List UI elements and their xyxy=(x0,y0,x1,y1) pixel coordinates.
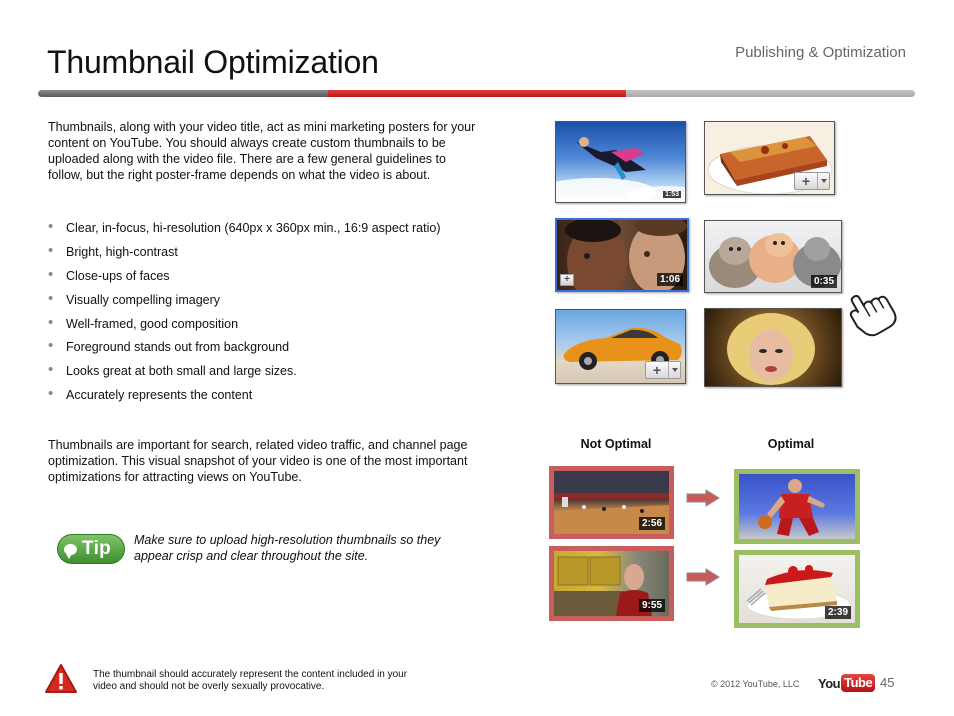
copyright: © 2012 YouTube, LLC xyxy=(711,679,800,689)
duration-badge: 0:35 xyxy=(811,275,837,288)
blonde-image xyxy=(705,309,842,387)
tip-text: Make sure to upload high-resolution thumbnails so they appear crisp and clear throughout the site. xyxy=(134,533,441,563)
youtube-logo: You Tube xyxy=(818,674,875,692)
list-item: • Foreground stands out from background xyxy=(48,337,290,355)
list-item: • Well-framed, good composition xyxy=(48,313,239,331)
not-optimal-thumbnail[interactable] xyxy=(549,546,674,621)
tip-badge: Tip xyxy=(57,534,125,564)
duration-badge: 1:53 xyxy=(664,191,679,198)
chevron-down-icon xyxy=(668,362,680,378)
thumbnail-kittens[interactable] xyxy=(704,220,842,293)
intro-paragraph: Thumbnails, along with your video title, act as mini marketing posters for your content on YouTube. You should always create custom thumbnails to be uploaded along with the video file. There are a few general guidelines to follow, but the right poster-frame depends on what the video is about. xyxy=(48,120,476,182)
guidelines-list xyxy=(48,220,441,411)
arrow-right-icon xyxy=(686,489,720,507)
duration-badge: 1:06 xyxy=(657,273,683,286)
page-number: 45 xyxy=(880,675,895,690)
importance-paragraph: Thumbnails are important for search, related video traffic, and channel page optimization. This visual snapshot of your video is one of the most important optimizations for attracting views on YouTube. xyxy=(48,438,468,484)
header-divider xyxy=(38,90,915,97)
add-to-button[interactable] xyxy=(794,172,830,190)
thumbnail-car[interactable] xyxy=(555,309,686,384)
arrow-right-icon xyxy=(686,568,720,586)
page-title: Thumbnail Optimization xyxy=(47,44,379,80)
add-to-button[interactable] xyxy=(645,361,681,379)
list-item: • Bright, high-contrast xyxy=(48,241,178,259)
not-optimal-heading: Not Optimal xyxy=(580,437,652,451)
duration-badge: 2:39 xyxy=(825,606,851,619)
warning-icon xyxy=(44,663,78,694)
plus-icon: + xyxy=(652,362,662,378)
thumbnail-faces[interactable] xyxy=(555,218,689,292)
optimal-thumbnail[interactable] xyxy=(734,550,860,628)
hand-cursor-icon xyxy=(845,288,900,340)
warning-text: The thumbnail should accurately represent the content included in your video and should not be overly sexually provocative. xyxy=(93,669,408,692)
list-item: • Clear, in-focus, hi-resolution (640px x 360px min., 16:9 aspect ratio) xyxy=(48,218,441,235)
optimal-heading: Optimal xyxy=(767,437,815,451)
thumbnail-skydiver[interactable] xyxy=(555,121,686,203)
list-item: • Visually compelling imagery xyxy=(48,289,221,307)
not-optimal-thumbnail[interactable] xyxy=(549,466,674,539)
thumbnail-lasagna[interactable] xyxy=(704,121,835,195)
basketball-player-image xyxy=(739,474,855,539)
optimal-thumbnail[interactable] xyxy=(734,469,860,544)
duration-badge: 9:55 xyxy=(639,599,665,612)
list-item: • Accurately represents the content xyxy=(48,385,253,403)
plus-icon: + xyxy=(801,173,811,189)
list-item: • Close-ups of faces xyxy=(48,265,170,283)
speech-bubble-icon xyxy=(64,544,77,555)
plus-icon[interactable]: + xyxy=(560,274,574,286)
thumbnail-blonde[interactable] xyxy=(704,308,842,387)
chevron-down-icon xyxy=(817,173,829,189)
section-label: Publishing & Optimization xyxy=(735,44,906,61)
list-item: • Looks great at both small and large sizes. xyxy=(48,361,297,379)
duration-badge: 2:56 xyxy=(639,517,665,530)
